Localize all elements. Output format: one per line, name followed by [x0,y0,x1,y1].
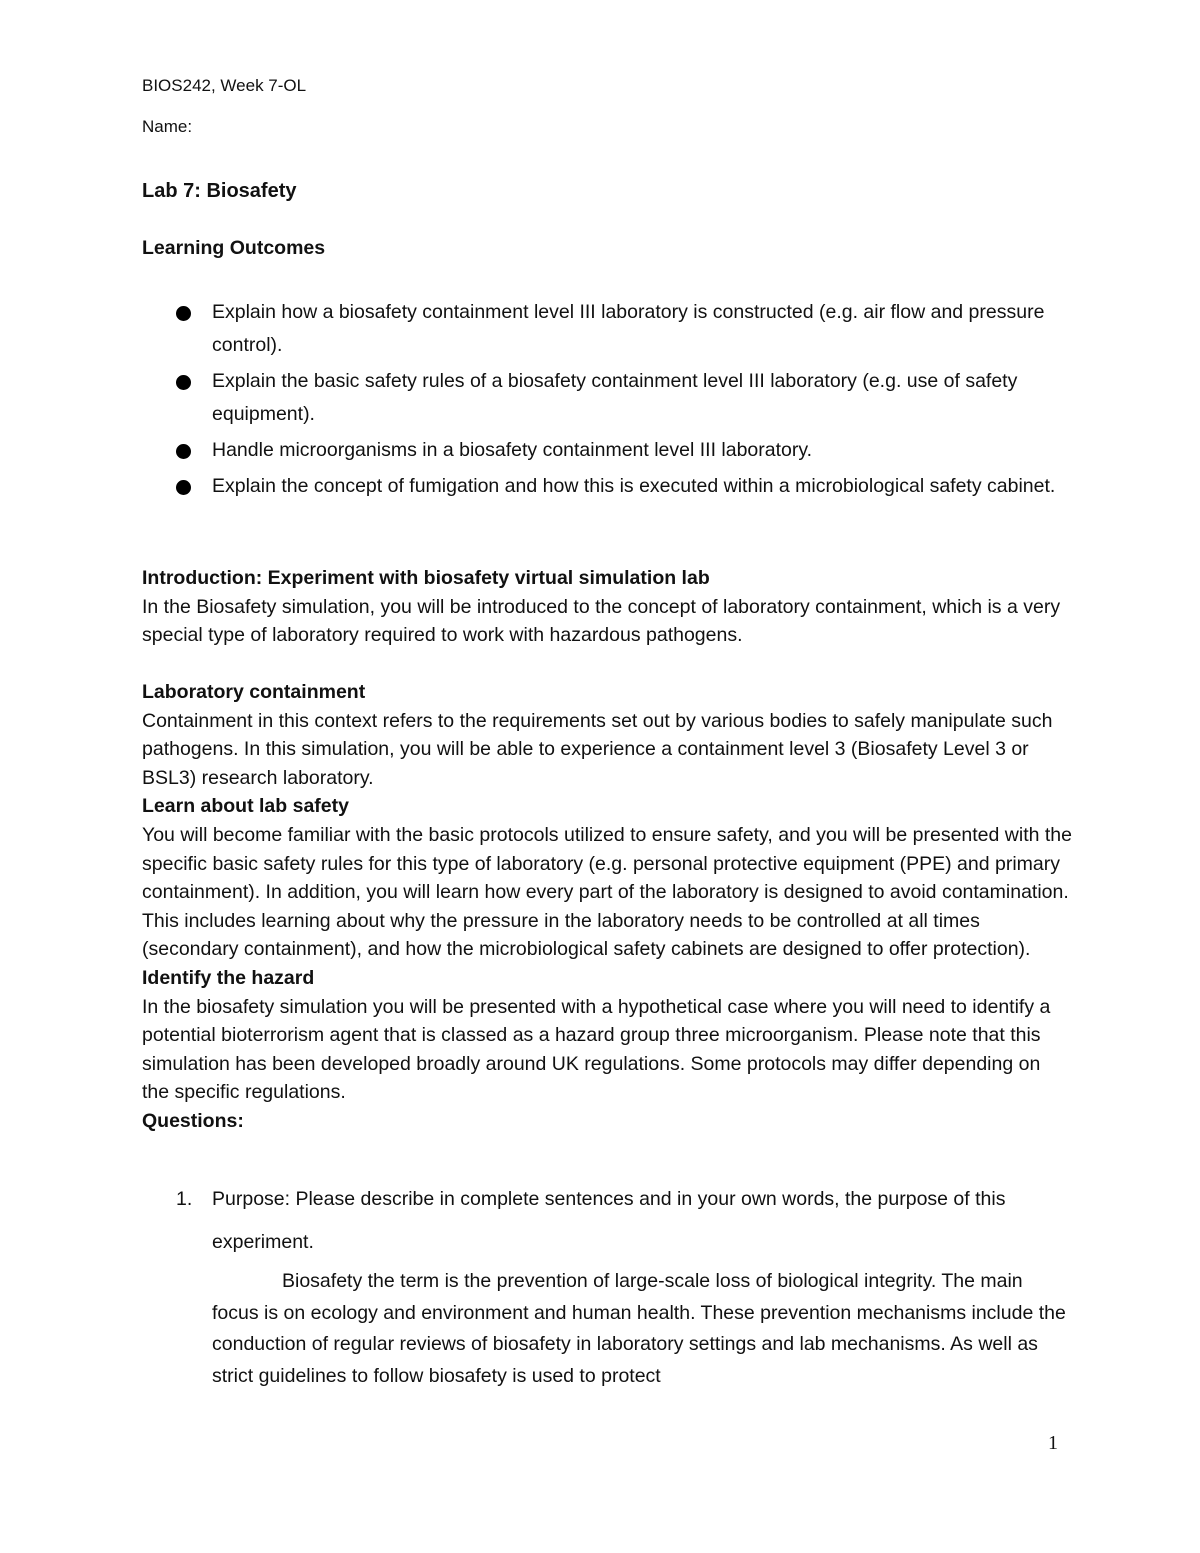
bullet-icon [176,444,191,459]
bullet-icon [176,480,191,495]
introduction-text: In the Biosafety simulation, you will be introduced to the concept of laboratory containment, which is a very special type of laboratory required to work with hazardous pathogens. [142,595,1061,647]
learning-outcomes-heading: Learning Outcomes [142,237,326,259]
questions-heading: Questions: [142,1109,244,1132]
learning-outcomes-list [142,296,1082,506]
list-item: Explain the basic safety rules of a biosafety containment level III laboratory (e.g. use of safety equipment). [142,365,1082,431]
questions-list [142,1178,1082,1264]
hazard-text: In the biosafety simulation you will be presented with a hypothetical case where you will need to identify a potential bioterrorism agent that is classed as a hazard group three microorganism. Please note that this simulation has been developed broadly around UK regulations. Some protocols may differ depending on the specific regulations. [142,995,1051,1104]
question-text: Purpose: Please describe in complete sentences and in your own words, the purpose of this experiment. [212,1188,1006,1253]
name-label: Name: [142,117,193,136]
lab-safety-text: You will become familiar with the basic protocols utilized to ensure safety, and you will be presented with the specific basic safety rules for this type of laboratory (e.g. personal protective equipment (PPE) and primary containment). In addition, you will learn how every part of the laboratory is designed to avoid contamination. This includes learning about why the pressure in the laboratory needs to be controlled at all times (secondary containment), and how the microbiological safety cabinets are designed to offer protection). [142,823,1072,961]
introduction-section [142,564,1072,650]
bullet-icon [176,306,191,321]
course-header: BIOS242, Week 7-OL [142,76,307,95]
question-number: 1. [176,1188,193,1210]
containment-heading: Laboratory containment [142,681,366,703]
list-item [142,1178,1082,1264]
bullet-icon [176,375,191,390]
containment-section [142,678,1072,1136]
containment-text: Containment in this context refers to the requirements set out by various bodies to safely manipulate such pathogens. In this simulation, you will be able to experience a containment level 3 (Biosafety Level 3 or BSL3) research laboratory. [142,709,1053,789]
list-item: Explain the concept of fumigation and how this is executed within a microbiological safety cabinet. [142,470,1082,503]
hazard-heading: Identify the hazard [142,966,315,989]
list-item: Handle microorganisms in a biosafety containment level III laboratory. [142,434,1082,467]
page-number: 1 [1048,1432,1058,1454]
page-title: Lab 7: Biosafety [142,180,297,202]
introduction-heading: Introduction: Experiment with biosafety virtual simulation lab [142,567,710,589]
answer-text: Biosafety the term is the prevention of large-scale loss of biological integrity. The main focus is on ecology and environment and human health. These prevention mechanisms include the conduction of regular reviews of biosafety in laboratory settings and lab mechanisms. As well as strict guidelines to follow biosafety is used to protect [212,1270,1066,1387]
lab-safety-heading: Learn about lab safety [142,795,349,818]
list-item: Explain how a biosafety containment level III laboratory is constructed (e.g. air flow and pressure control). [142,296,1082,362]
